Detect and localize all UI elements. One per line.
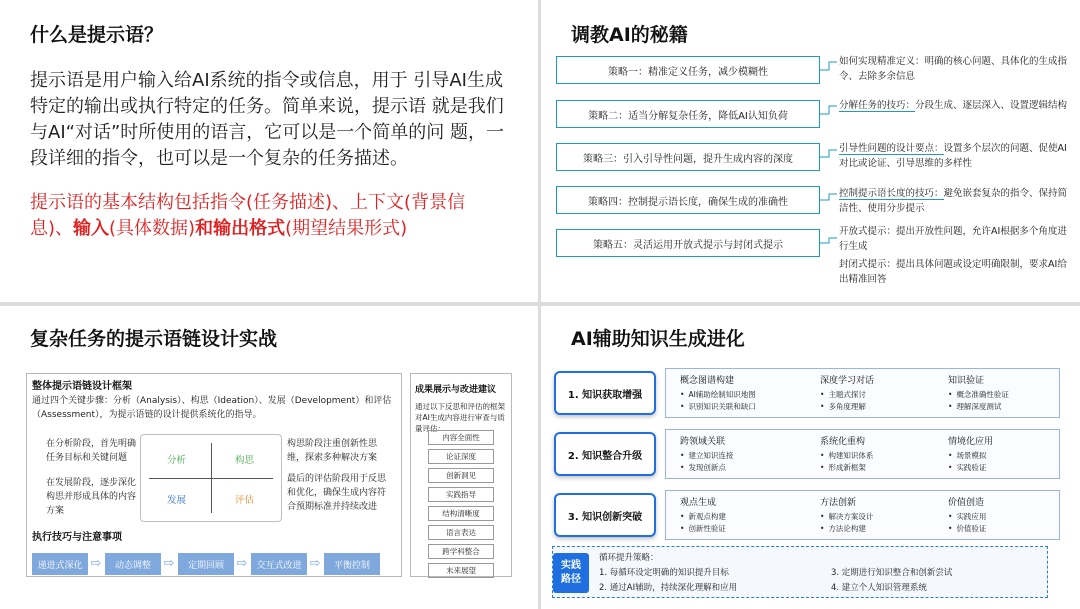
note-text: 分段生成、逐层深入、设置逻辑结构 [915, 100, 1068, 111]
step-2: 动态调整 [105, 553, 161, 575]
slide-prompt-chain [0, 306, 538, 609]
column-item: • 价值验证 [948, 523, 1068, 535]
note-6 [839, 257, 1071, 287]
column-item: • 建立知识连接 [680, 450, 800, 462]
ideation-desc: 构思阶段注重创新性思维，探索多种解决方案 [287, 439, 378, 463]
strategy-4: 策略四：控制提示语长度，确保生成的准确性 [556, 186, 820, 214]
practice-item: 1. 每循环设定明确的知识提升目标 [599, 568, 729, 578]
analysis-desc: 在分析阶段，首先明确任务目标和关键问题 [46, 439, 137, 463]
column-item: • 发现创新点 [680, 462, 800, 474]
quadrant-assessment: 评估 [235, 495, 255, 506]
quadrant-divider-h [149, 478, 273, 479]
structure-segment: (具体数据) [109, 218, 196, 239]
arrow-right-icon: ⇨ [163, 556, 175, 571]
step-5: 平衡控制 [324, 553, 380, 575]
level-row [665, 368, 1060, 418]
note-text: 提出开放性问题，允许AI根据多个角度进行生成 [839, 226, 1067, 252]
structure-text [30, 190, 508, 242]
note-text: 明确的核心问题、具体化的生成指令、去除多余信息 [839, 56, 1068, 82]
column-title: 情境化应用 [948, 437, 994, 447]
slide-ai-tips [541, 0, 1080, 302]
column-title: 知识验证 [948, 376, 985, 386]
level-column [680, 434, 800, 474]
tips-title: 执行技巧与注意事项 [32, 532, 122, 543]
eval-tag: 语言表达 [428, 525, 494, 540]
column-item: • 识别知识关联和缺口 [680, 401, 800, 413]
strategy-1: 策略一：精准定义任务，减少模糊性 [556, 56, 820, 84]
level-column [820, 373, 940, 413]
note-4 [839, 186, 1071, 216]
note-lead: 封闭式提示： [839, 259, 897, 270]
step-3: 定期回顾 [178, 553, 234, 575]
column-title: 跨领域关联 [680, 437, 726, 447]
column-title: 价值创造 [948, 498, 985, 508]
slide-title: 调教AI的秘籍 [571, 24, 688, 46]
note-lead: 开放式提示： [839, 226, 897, 237]
structure-segment: 上下文 [350, 192, 405, 213]
level-column [680, 495, 800, 535]
level-3-label: 3. 知识创新突破 [554, 493, 656, 537]
arrow-right-icon: ⇨ [309, 556, 321, 571]
slide-title: 什么是提示语？ [30, 24, 164, 46]
connector [820, 238, 837, 243]
column-item: • 多角度理解 [820, 401, 940, 413]
column-item: • 实践验证 [948, 462, 1068, 474]
practice-tag-line: 实践 [561, 560, 581, 571]
framework-desc: 通过四个关键步骤：分析（Analysis）、构思（Ideation）、发展（Development）和评估（Assessment），为提示语链的设计提供系统化的指导。 [32, 396, 392, 420]
note-lead: 控制提示语长度的技巧： [839, 188, 944, 199]
level-column [820, 495, 940, 535]
slide-title: AI辅助知识生成进化 [571, 328, 745, 350]
note-lead: 引导性问题的设计要点： [839, 143, 944, 154]
column-title: 系统化重构 [820, 437, 866, 447]
column-item: • 理解深度测试 [948, 401, 1068, 413]
assessment-desc: 最后的评估阶段用于反思和优化，确保生成内容符合预期标准并持续改进 [287, 474, 387, 512]
note-2 [839, 98, 1071, 113]
slide-title: 复杂任务的提示语链设计实战 [30, 328, 278, 350]
practice-tag [553, 553, 589, 593]
arrow-right-icon: ⇨ [236, 556, 248, 571]
column-title: 观点生成 [680, 498, 717, 508]
practice-title: 循环提升策略： [599, 553, 659, 563]
structure-segment: 提示语的基本结构包括指令 [30, 192, 246, 213]
eval-tag: 实践指导 [428, 487, 494, 502]
definition-text: 提示语是用户输入给AI系统的指令或信息，用于 引导AI生成特定的输出或执行特定的任务。简单来说，提示语 就是我们与AI“对话”时所使用的语言，它可以是一个简单的问 题，一段详细的指令，也可以是一个复杂的任务描述。 [30, 70, 504, 169]
practice-item: 3. 定期进行知识整合和创新尝试 [831, 568, 953, 578]
practice-item: 4. 建立个人知识管理系统 [831, 583, 927, 593]
column-item: • 形成新框架 [820, 462, 940, 474]
slide-knowledge-evolution [541, 306, 1080, 609]
level-1-label: 1. 知识获取增强 [554, 371, 656, 415]
results-title: 成果展示与改进建议 [415, 385, 497, 395]
level-column [948, 373, 1068, 413]
column-item: • 解决方案设计 [820, 511, 940, 523]
level-2-label: 2. 知识整合升级 [554, 432, 656, 476]
strategy-3: 策略三：引入引导性问题，提升生成内容的深度 [556, 143, 820, 171]
column-title: 方法创新 [820, 498, 857, 508]
slide-what-is-prompt [0, 0, 538, 302]
column-item: • AI辅助绘制知识地图 [680, 389, 800, 401]
quadrant-development: 发展 [167, 495, 187, 506]
column-item: • 方法论构建 [820, 523, 940, 535]
level-column [680, 373, 800, 413]
note-1 [839, 54, 1071, 84]
column-title: 概念图谱构建 [680, 376, 735, 386]
step-4: 交互式改进 [251, 553, 307, 575]
arrow-right-icon: ⇨ [90, 556, 102, 571]
results-desc: 通过以下反思和评估的框架对AI生成内容进行审查与质量评估： [415, 402, 505, 433]
level-column [820, 434, 940, 474]
note-5 [839, 224, 1071, 254]
step-1: 递进式深化 [32, 553, 88, 575]
note-lead: 如何实现精准定义： [839, 56, 925, 67]
quadrant-analysis: 分析 [167, 455, 187, 466]
column-item: • 构建知识体系 [820, 450, 940, 462]
note-text: 提出具体问题或设定明确限制，要求AI给出精准回答 [839, 259, 1067, 285]
strategy-2: 策略二：适当分解复杂任务，降低AI认知负荷 [556, 100, 820, 128]
structure-segment: (背景信息)、 [30, 192, 466, 239]
eval-tag: 论证深度 [428, 449, 494, 464]
quadrant-ideation: 构思 [235, 455, 255, 466]
column-item: • 概念准确性验证 [948, 389, 1068, 401]
column-title: 深度学习对话 [820, 376, 875, 386]
eval-tag: 未来展望 [428, 563, 494, 578]
development-desc: 在发展阶段，逐步深化构思并形成具体的内容方案 [46, 478, 137, 516]
note-3 [839, 141, 1071, 171]
column-item: • 实践应用 [948, 511, 1068, 523]
structure-segment: (期望结果形式) [285, 218, 408, 239]
level-row [665, 490, 1060, 540]
four-quadrant-diagram [140, 434, 282, 522]
note-text: 避免嵌套复杂的指令、保持简洁性、使用分步提示 [839, 188, 1068, 214]
structure-segment: 和输出格式 [195, 218, 286, 239]
level-row [665, 429, 1060, 479]
level-column [948, 495, 1068, 535]
structure-segment: (任务描述)、 [246, 192, 351, 213]
note-text: 设置多个层次的问题、促使AI对比或论证、引导思维的多样性 [839, 143, 1067, 169]
structure-segment: 输入 [73, 218, 110, 239]
connector [820, 62, 837, 70]
note-lead: 分解任务的技巧： [839, 100, 916, 111]
practice-item: 2. 通过AI辅助，持续深化理解和应用 [599, 583, 738, 593]
column-item: • 主题式探讨 [820, 389, 940, 401]
framework-title: 整体提示语链设计框架 [32, 381, 132, 392]
column-item: • 创新性验证 [680, 523, 800, 535]
level-column [948, 434, 1068, 474]
strategy-5: 策略五：灵活运用开放式提示与封闭式提示 [556, 229, 820, 257]
eval-tag: 结构清晰度 [428, 506, 494, 521]
eval-tag: 创新洞见 [428, 468, 494, 483]
column-item: • 场景模拟 [948, 450, 1068, 462]
practice-tag-line: 路径 [561, 574, 581, 585]
eval-tag: 跨学科整合 [428, 544, 494, 559]
connector [820, 194, 837, 200]
column-item: • 新观点构建 [680, 511, 800, 523]
connector [820, 150, 837, 157]
connector [820, 106, 837, 114]
eval-tag: 内容全面性 [428, 430, 494, 445]
